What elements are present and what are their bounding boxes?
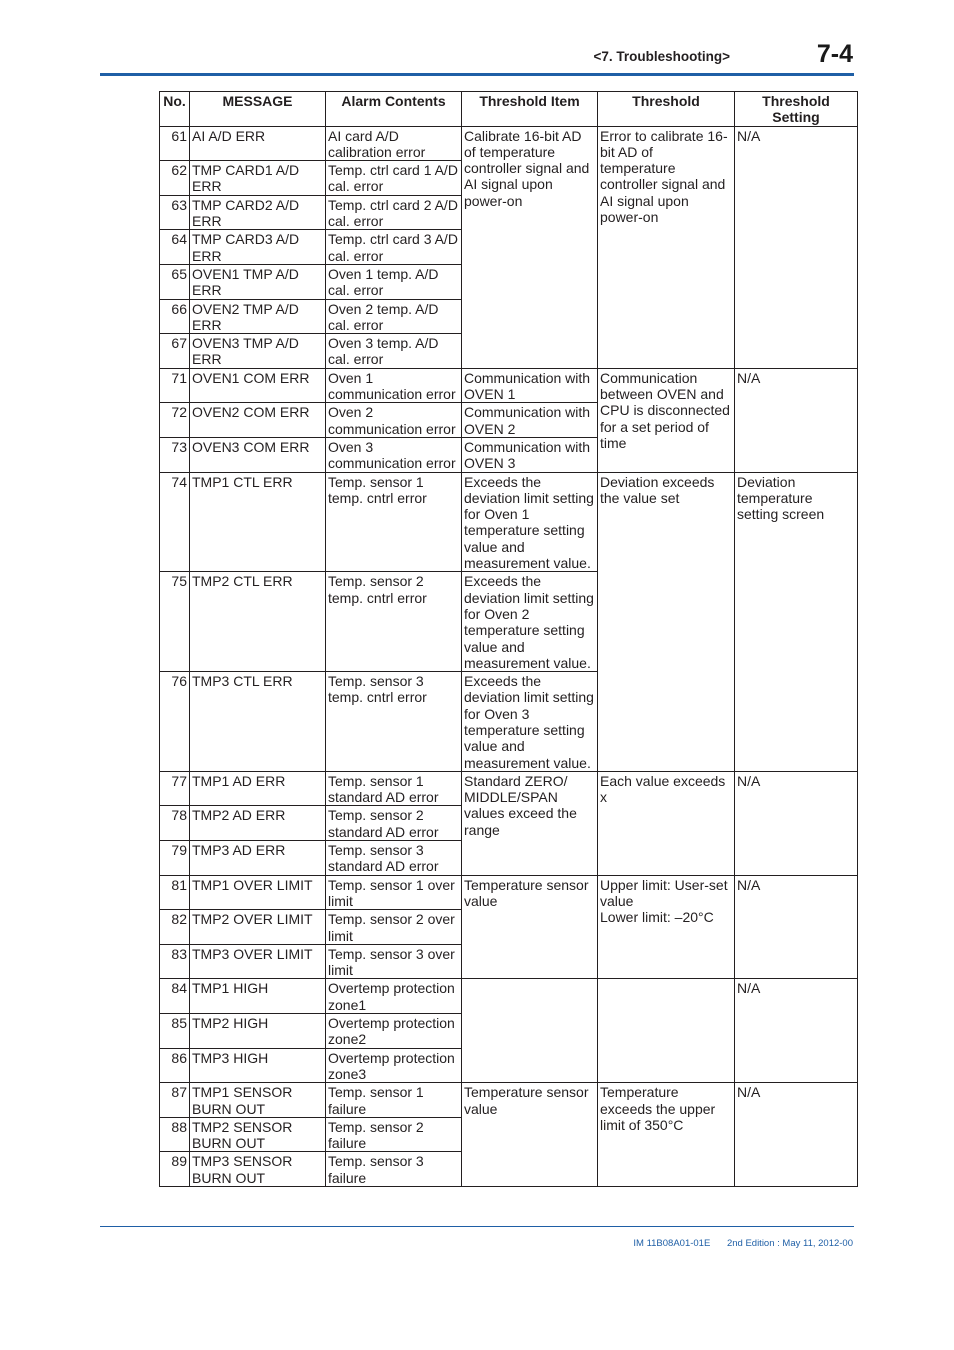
alarm-contents: Overtemp protection zone3 [326,1048,462,1083]
threshold: Temperature exceeds the upper limit of 350°C [598,1083,735,1187]
threshold-setting: N/A [735,368,858,472]
alarm-message: OVEN3 TMP A/D ERR [190,334,326,369]
document-id: IM 11B08A01-01E [633,1238,711,1249]
alarm-message: TMP1 CTL ERR [190,472,326,572]
alarm-no: 65 [160,264,190,299]
threshold: Communication between OVEN and CPU is disconnected for a set period of time [598,368,735,472]
alarm-no: 86 [160,1048,190,1083]
alarm-contents: AI card A/D calibration error [326,126,462,161]
alarm-contents: Temp. sensor 1 standard AD error [326,771,462,806]
table-header-row [160,92,858,127]
column-header-threshold: Threshold [598,92,735,127]
alarm-no: 64 [160,230,190,265]
threshold-item: Exceeds the deviation limit setting for Oven 3 temperature setting value and measurement value. [462,672,598,772]
alarm-no: 79 [160,841,190,876]
table-row [160,1083,858,1118]
alarm-contents: Temp. ctrl card 3 A/D cal. error [326,230,462,265]
column-header-no: No. [160,92,190,127]
threshold-item [462,979,598,1083]
table-row [160,472,858,572]
alarm-contents: Oven 1 temp. A/D cal. error [326,264,462,299]
table-row [160,368,858,403]
alarm-no: 84 [160,979,190,1014]
page-number: 7-4 [816,40,853,68]
alarm-contents: Temp. sensor 2 temp. cntrl error [326,572,462,672]
alarm-message: TMP3 HIGH [190,1048,326,1083]
alarm-message: TMP CARD2 A/D ERR [190,195,326,230]
threshold-setting: N/A [735,771,858,875]
alarm-contents: Temp. sensor 3 failure [326,1152,462,1187]
alarm-contents: Temp. sensor 1 failure [326,1083,462,1118]
alarm-no: 85 [160,1014,190,1049]
alarm-no: 77 [160,771,190,806]
alarm-message: OVEN1 TMP A/D ERR [190,264,326,299]
alarm-no: 63 [160,195,190,230]
alarm-message: TMP1 OVER LIMIT [190,875,326,910]
alarm-message: TMP1 HIGH [190,979,326,1014]
alarm-contents: Temp. sensor 3 over limit [326,944,462,979]
threshold-setting: Deviation temperature setting screen [735,472,858,771]
alarm-no: 88 [160,1117,190,1152]
threshold: Deviation exceeds the value set [598,472,735,771]
column-header-threshold-setting: Threshold Setting [735,92,858,127]
alarm-message: TMP2 SENSOR BURN OUT [190,1117,326,1152]
alarm-no: 74 [160,472,190,572]
alarm-contents: Temp. sensor 1 over limit [326,875,462,910]
alarm-message: TMP2 CTL ERR [190,572,326,672]
table-row [160,979,858,1014]
table-row [160,875,858,910]
alarm-message: TMP1 SENSOR BURN OUT [190,1083,326,1118]
alarm-no: 71 [160,368,190,403]
alarm-message: TMP3 OVER LIMIT [190,944,326,979]
threshold: Upper limit: User-set value Lower limit: –20°C [598,875,735,979]
table-row [160,126,858,161]
alarm-no: 81 [160,875,190,910]
alarm-no: 61 [160,126,190,161]
alarm-message: TMP3 AD ERR [190,841,326,876]
alarm-contents: Oven 2 communication error [326,403,462,438]
alarm-no: 62 [160,161,190,196]
alarm-contents: Overtemp protection zone2 [326,1014,462,1049]
alarm-contents: Overtemp protection zone1 [326,979,462,1014]
alarm-no: 72 [160,403,190,438]
threshold: Each value exceeds x [598,771,735,875]
alarm-contents: Temp. sensor 2 standard AD error [326,806,462,841]
alarm-no: 66 [160,299,190,334]
alarm-no: 82 [160,910,190,945]
threshold [598,979,735,1083]
alarm-no: 67 [160,334,190,369]
alarm-message: OVEN2 TMP A/D ERR [190,299,326,334]
column-header-alarm-contents: Alarm Contents [326,92,462,127]
alarm-no: 73 [160,437,190,472]
alarm-no: 87 [160,1083,190,1118]
threshold: Error to calibrate 16-bit AD of temperature controller signal and AI signal upon power-on [598,126,735,368]
alarm-contents: Temp. sensor 3 standard AD error [326,841,462,876]
edition-info: 2nd Edition : May 11, 2012-00 [726,1238,853,1249]
page-footer [619,1238,853,1249]
alarm-message: TMP1 AD ERR [190,771,326,806]
alarm-no: 76 [160,672,190,772]
threshold-item: Communication with OVEN 1 [462,368,598,403]
alarm-message: TMP CARD3 A/D ERR [190,230,326,265]
alarm-no: 78 [160,806,190,841]
section-title: <7. Troubleshooting> [593,49,730,64]
table-row [160,771,858,806]
threshold-item: Standard ZERO/ MIDDLE/SPAN values exceed the range [462,771,598,875]
threshold-item: Exceeds the deviation limit setting for Oven 2 temperature setting value and measurement value. [462,572,598,672]
threshold-item: Temperature sensor value [462,1083,598,1187]
threshold-item: Communication with OVEN 2 [462,403,598,438]
alarm-message: TMP2 AD ERR [190,806,326,841]
alarm-contents: Temp. sensor 2 over limit [326,910,462,945]
alarm-message: OVEN1 COM ERR [190,368,326,403]
alarm-no: 83 [160,944,190,979]
alarm-no: 75 [160,572,190,672]
alarm-message: OVEN2 COM ERR [190,403,326,438]
threshold-setting: N/A [735,1083,858,1187]
alarm-contents: Temp. ctrl card 1 A/D cal. error [326,161,462,196]
alarm-message: TMP2 HIGH [190,1014,326,1049]
alarm-contents: Temp. sensor 2 failure [326,1117,462,1152]
alarm-contents: Oven 3 communication error [326,437,462,472]
threshold-item: Exceeds the deviation limit setting for Oven 1 temperature setting value and measurement value. [462,472,598,572]
alarm-message: TMP2 OVER LIMIT [190,910,326,945]
alarm-message: TMP3 SENSOR BURN OUT [190,1152,326,1187]
threshold-setting: N/A [735,979,858,1083]
column-header-message: MESSAGE [190,92,326,127]
alarm-table [159,91,858,1187]
footer-rule [100,1226,854,1227]
header-rule [100,73,854,76]
alarm-contents: Oven 3 temp. A/D cal. error [326,334,462,369]
alarm-contents: Temp. ctrl card 2 A/D cal. error [326,195,462,230]
alarm-message: TMP3 CTL ERR [190,672,326,772]
threshold-setting: N/A [735,126,858,368]
threshold-item: Temperature sensor value [462,875,598,979]
alarm-contents: Oven 1 communication error [326,368,462,403]
alarm-no: 89 [160,1152,190,1187]
threshold-setting: N/A [735,875,858,979]
alarm-message: TMP CARD1 A/D ERR [190,161,326,196]
alarm-message: OVEN3 COM ERR [190,437,326,472]
alarm-contents: Temp. sensor 3 temp. cntrl error [326,672,462,772]
alarm-contents: Temp. sensor 1 temp. cntrl error [326,472,462,572]
column-header-threshold-item: Threshold Item [462,92,598,127]
threshold-item: Communication with OVEN 3 [462,437,598,472]
alarm-message: AI A/D ERR [190,126,326,161]
threshold-item: Calibrate 16-bit AD of temperature controller signal and AI signal upon power-on [462,126,598,368]
alarm-contents: Oven 2 temp. A/D cal. error [326,299,462,334]
